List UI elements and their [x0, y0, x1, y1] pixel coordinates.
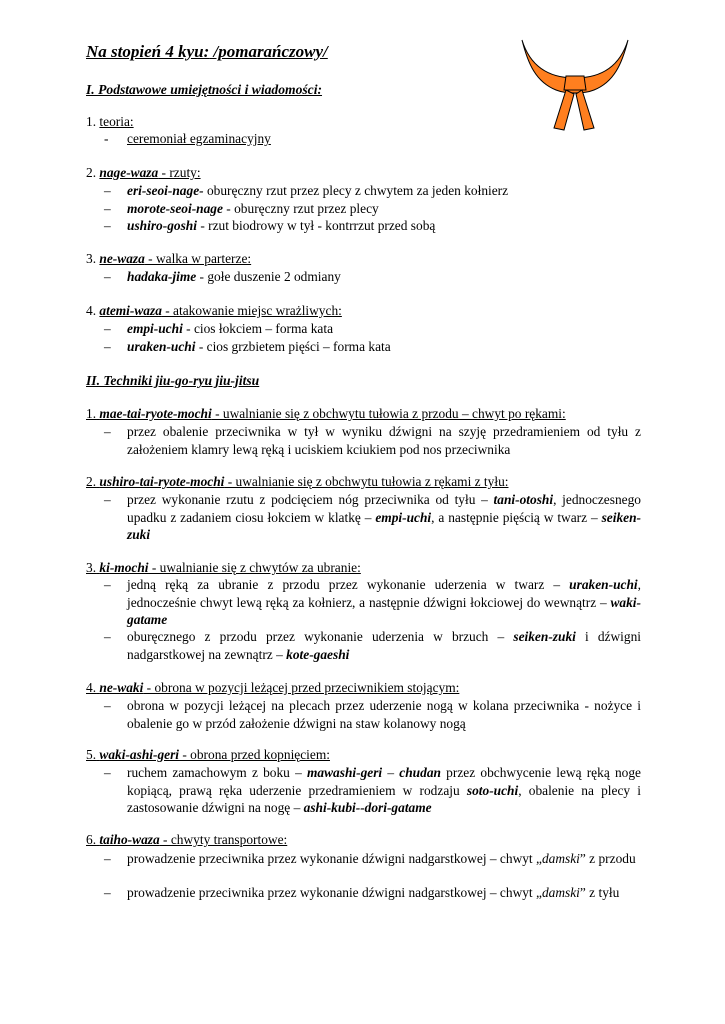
technique-heading-6: 6. taiho-waza - chwyty transportowe: [86, 832, 288, 847]
list-item: – jedną ręką za ubranie z przodu przez wykonanie uderzenia w twarz – uraken-uchi, jednocześnie chwyt lewą ręką za kołnierz, a następnie dźwigni łokciowej do wewnątrz – waki-gatame [104, 577, 641, 627]
title-main: Na stopień 4 kyu: [86, 42, 210, 61]
heading-nage-waza: 2. nage-waza - rzuty: [86, 165, 201, 180]
heading-atemi-waza: 4. atemi-waza - atakowanie miejsc wrażliwych: [86, 303, 342, 318]
orange-belt-icon [518, 38, 632, 134]
title-color: /pomarańczowy/ [209, 42, 328, 61]
technique-heading-5: 5. waki-ashi-geri - obrona przed kopnięciem: [86, 747, 330, 762]
section-heading-2: II. Techniki jiu-go-ryu jiu-jitsu [86, 373, 260, 388]
list-item: – uraken-uchi - cios grzbietem pięści – forma kata [104, 339, 391, 354]
list-item: – przez wykonanie rzutu z podcięciem nóg przeciwnika od tyłu – tani-otoshi, jednoczesnego upadku z zadaniem ciosu łokciem w klatkę – empi-uchi, a następnie pięścią w twarz – seiken-zuki [104, 492, 641, 542]
list-item: – ruchem zamachowym z boku – mawashi-geri – chudan przez obchwycenie lewą ręką noge kopiącą, prawą ręka uderzenie przedramieniem w rodzaju soto-uchi, obalenie na plecy i zastosowanie dźwigni na nogę – ashi-kubi--dori-gatame [104, 765, 642, 815]
list-item: – hadaka-jime - gołe duszenie 2 odmiany [104, 269, 341, 284]
heading-teoria: 1. teoria: [86, 114, 134, 129]
list-item: – prowadzenie przeciwnika przez wykonanie dźwigni nadgarstkowej – chwyt „damski” z tyłu [104, 885, 620, 900]
list-item: – prowadzenie przeciwnika przez wykonanie dźwigni nadgarstkowej – chwyt „damski” z przodu [104, 851, 636, 866]
page-title [86, 42, 328, 62]
belt-shape [522, 40, 628, 130]
heading-ne-waza: 3. ne-waza - walka w parterze: [86, 251, 252, 266]
technique-heading-3: 3. ki-mochi - uwalnianie się z chwytów za ubranie: [86, 560, 361, 575]
list-item: – eri-seoi-nage- oburęczny rzut przez plecy z chwytem za jeden kołnierz [104, 183, 509, 198]
technique-heading-4: 4. ne-waki - obrona w pozycji leżącej przed przeciwnikiem stojącym: [86, 680, 460, 695]
list-item: – obrona w pozycji leżącej na plecach przez uderzenie nogą w kolana przeciwnika - nożyce i obalenie go w przód założenie dźwigni na staw kolanowy nogą [104, 698, 641, 731]
technique-heading-1: 1. mae-tai-ryote-mochi - uwalnianie się z obchwytu tułowia z przodu – chwyt po rękami: [86, 406, 566, 421]
section-heading-1: I. Podstawowe umiejętności i wiadomości: [86, 82, 323, 97]
list-item: - ceremoniał egzaminacyjny [104, 131, 271, 146]
technique-heading-2: 2. ushiro-tai-ryote-mochi - uwalnianie się z obchwytu tułowia z rękami z tyłu: [86, 474, 509, 489]
list-item: – przez obalenie przeciwnika w tył w wyniku dźwigni na szyję przedramieniem od tyłu z założeniem klamry lewą ręką i uciskiem kciukiem pod nos przeciwnika [104, 424, 641, 457]
list-item: – ushiro-goshi - rzut biodrowy w tył - kontrrzut przed sobą [104, 218, 436, 233]
list-item: – morote-seoi-nage - oburęczny rzut przez plecy [104, 201, 379, 216]
list-item: – oburęcznego z przodu przez wykonanie uderzenia w brzuch – seiken-zuki i dźwigni nadgarstkowej na zewnątrz – kote-gaeshi [104, 629, 641, 662]
list-item: – empi-uchi - cios łokciem – forma kata [104, 321, 334, 336]
